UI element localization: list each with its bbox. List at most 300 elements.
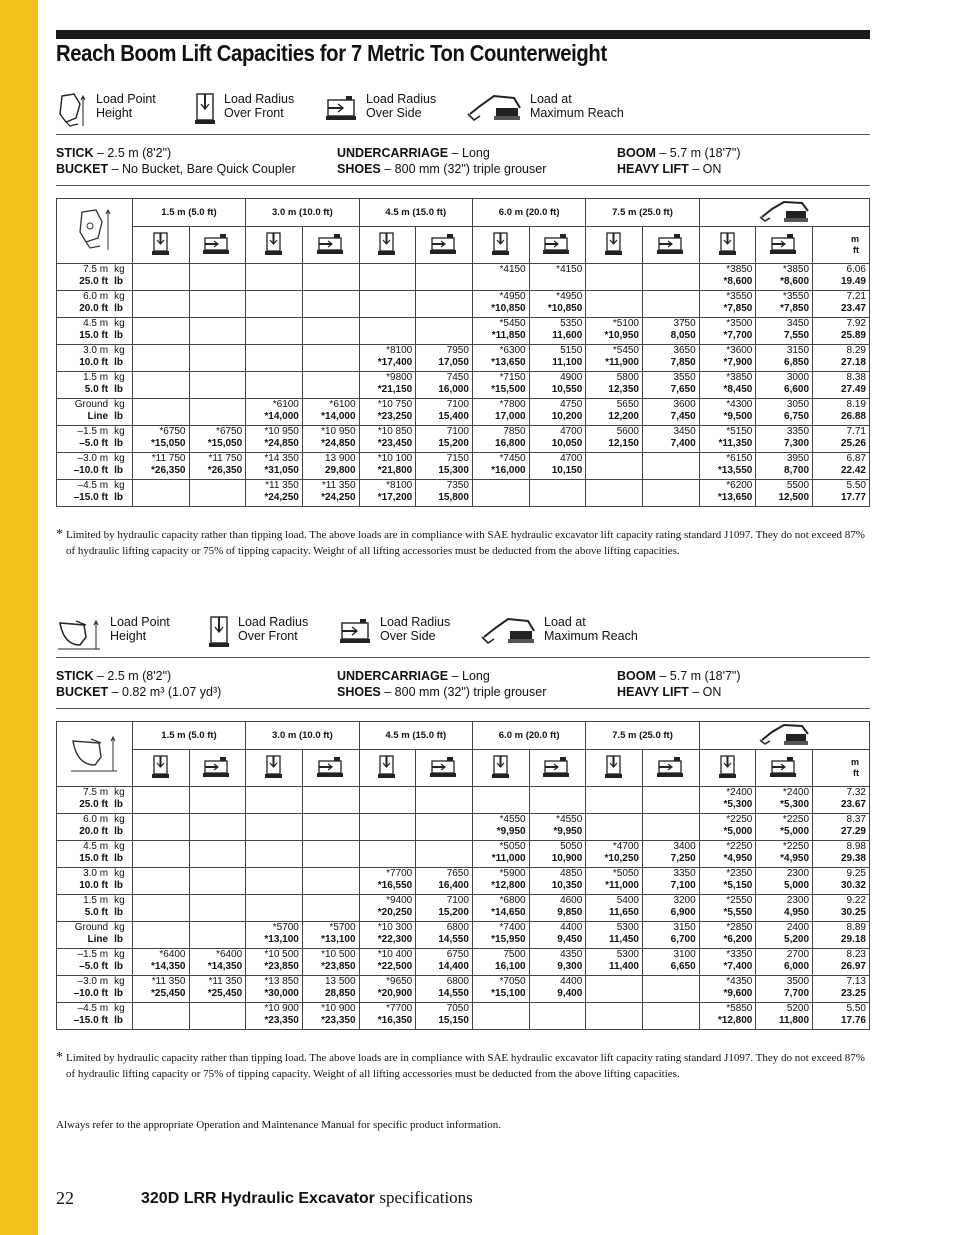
value-lb: *23,850 xyxy=(264,961,299,972)
value-lb: 29.38 xyxy=(840,853,866,864)
value-kg: *4700 xyxy=(612,841,639,852)
value-lb: *11,900 xyxy=(605,357,639,368)
capacity-cell xyxy=(756,787,813,814)
value-lb: 7,850 xyxy=(670,357,696,368)
load-point-height-cell xyxy=(57,480,112,507)
capacity-cell xyxy=(586,264,643,291)
value-lb: 7,550 xyxy=(784,330,810,341)
height-m: Ground xyxy=(74,922,109,933)
unit-cell xyxy=(111,895,132,922)
capacity-cell xyxy=(699,1003,756,1030)
capacity-cell xyxy=(699,345,756,372)
value-kg: *11 750 xyxy=(208,453,243,464)
capacity-cell xyxy=(246,895,303,922)
capacity-cell xyxy=(189,895,246,922)
spec-col-boom-heavy-lift xyxy=(617,668,741,700)
value-lb: *23,450 xyxy=(377,438,413,449)
spec-value: – 0.82 m³ (1.07 yd³) xyxy=(108,685,222,699)
unit-kg: kg xyxy=(114,868,125,879)
capacity-cell xyxy=(643,480,700,507)
capacity-cell xyxy=(302,895,359,922)
spec-boom xyxy=(617,145,741,161)
value-kg: 7.32 xyxy=(846,787,866,798)
value-kg: 7.71 xyxy=(846,426,866,437)
value-lb: 23.67 xyxy=(840,799,866,810)
value-lb: 10,900 xyxy=(551,853,583,864)
value-kg: *10 500 xyxy=(264,949,299,960)
capacity-cell xyxy=(132,949,189,976)
capacity-cell xyxy=(359,841,416,868)
capacity-cell xyxy=(472,345,529,372)
spec-heavy-lift xyxy=(617,161,741,177)
m-ft-header xyxy=(813,750,870,787)
unit-lb: lb xyxy=(114,799,123,810)
value-kg: 3500 xyxy=(786,976,810,987)
value-lb: *13,100 xyxy=(264,934,299,945)
over-side-header xyxy=(643,750,700,787)
value-kg: *7050 xyxy=(499,976,526,987)
load-radius-over-side-icon xyxy=(202,770,232,781)
value-kg: *11 350 xyxy=(321,480,356,491)
max-reach-distance-cell xyxy=(813,814,870,841)
value-kg: *6200 xyxy=(726,480,753,491)
value-kg: *9800 xyxy=(386,372,413,383)
value-kg: *3550 xyxy=(782,291,810,302)
value-lb: 14,550 xyxy=(438,934,469,945)
unit-lb: lb xyxy=(114,330,123,341)
value-lb: 27.29 xyxy=(840,826,866,837)
capacity-cell xyxy=(302,318,359,345)
capacity-cell xyxy=(699,318,756,345)
value-kg: *11 750 xyxy=(151,453,186,464)
value-kg: *6750 xyxy=(159,426,186,437)
unit-m: m xyxy=(850,757,859,767)
unit-lb: lb xyxy=(114,826,123,837)
value-kg: *10 100 xyxy=(377,453,413,464)
value-lb: 11,100 xyxy=(552,357,583,368)
capacity-cell xyxy=(529,868,586,895)
load-point-height-cell xyxy=(57,949,112,976)
over-side-header xyxy=(756,750,813,787)
capacity-cell xyxy=(189,426,246,453)
value-kg: 4750 xyxy=(560,399,583,410)
over-front-header xyxy=(359,750,416,787)
value-kg: *3600 xyxy=(726,345,753,356)
capacity-cell xyxy=(416,841,473,868)
over-front-header xyxy=(132,227,189,264)
value-lb: 11,650 xyxy=(608,907,639,918)
table-body xyxy=(57,199,870,507)
value-kg: 7500 xyxy=(503,949,526,960)
reach-radius-header: 1.5 m (5.0 ft) xyxy=(132,722,245,750)
capacity-cell xyxy=(586,976,643,1003)
capacity-cell xyxy=(472,976,529,1003)
reach-header-row xyxy=(57,199,870,227)
unit-kg: kg xyxy=(114,1003,125,1014)
capacity-cell xyxy=(359,922,416,949)
spec-label: BUCKET xyxy=(56,685,109,699)
capacity-cell xyxy=(756,841,813,868)
legend-item-load-radius-over-side xyxy=(324,92,436,125)
model-footer xyxy=(141,1188,473,1208)
height-ft: –5.0 ft xyxy=(79,961,109,972)
reach-radius-header: 6.0 m (20.0 ft) xyxy=(472,722,585,750)
value-kg: 5800 xyxy=(616,372,639,383)
value-lb: 10,150 xyxy=(551,465,583,476)
load-radius-over-side-icon xyxy=(769,247,799,258)
spec-label: BOOM xyxy=(617,669,656,683)
value-kg: 8.19 xyxy=(846,399,866,410)
value-lb: 10,200 xyxy=(551,411,583,422)
value-kg: *5850 xyxy=(726,1003,753,1014)
value-kg: 5.50 xyxy=(846,480,866,491)
value-lb: *5,300 xyxy=(780,799,810,810)
value-kg: 3400 xyxy=(673,841,696,852)
height-m: 3.0 m xyxy=(83,345,109,356)
table-row xyxy=(57,976,870,1003)
capacity-cell xyxy=(643,814,700,841)
max-reach-header xyxy=(699,722,869,750)
legend-line-1: Load Radius xyxy=(238,615,309,629)
reach-radius-header: 6.0 m (20.0 ft) xyxy=(472,199,585,227)
capacity-cell xyxy=(472,787,529,814)
capacity-cell xyxy=(699,949,756,976)
value-kg: 8.38 xyxy=(846,372,866,383)
value-lb: *17,400 xyxy=(377,357,413,368)
value-kg: 7850 xyxy=(503,426,526,437)
capacity-cell xyxy=(756,372,813,399)
capacity-cell xyxy=(529,372,586,399)
capacity-cell xyxy=(189,814,246,841)
value-kg: *4550 xyxy=(556,814,583,825)
capacity-cell xyxy=(472,841,529,868)
table-row xyxy=(57,949,870,976)
capacity-cell xyxy=(359,814,416,841)
capacity-cell xyxy=(699,787,756,814)
capacity-cell xyxy=(359,976,416,1003)
value-lb: *7,700 xyxy=(723,330,753,341)
unit-lb: lb xyxy=(114,907,123,918)
table-row xyxy=(57,1003,870,1030)
value-kg: *5450 xyxy=(612,345,639,356)
capacity-cell xyxy=(416,814,473,841)
unit-cell xyxy=(111,814,132,841)
capacity-cell xyxy=(756,480,813,507)
value-kg: *3850 xyxy=(782,264,810,275)
capacity-cell xyxy=(416,480,473,507)
value-kg: 5.50 xyxy=(846,1003,866,1014)
value-kg: 4400 xyxy=(560,976,583,987)
value-lb: *13,100 xyxy=(321,934,356,945)
value-lb: *13,550 xyxy=(717,465,753,476)
capacity-cell xyxy=(643,1003,700,1030)
value-lb: 30.25 xyxy=(840,907,866,918)
capacity-cell xyxy=(246,1003,303,1030)
capacity-cell xyxy=(529,895,586,922)
load-radius-over-front-icon xyxy=(208,615,230,652)
capacity-cell xyxy=(643,318,700,345)
unit-kg: kg xyxy=(114,949,125,960)
value-lb: *8,600 xyxy=(780,276,810,287)
capacity-cell xyxy=(302,453,359,480)
over-side-header xyxy=(416,227,473,264)
value-kg: *7150 xyxy=(499,372,526,383)
value-lb: *12,800 xyxy=(717,1015,753,1026)
capacity-cell xyxy=(132,399,189,426)
value-kg: *3500 xyxy=(726,318,753,329)
over-front-header xyxy=(472,227,529,264)
capacity-cell xyxy=(189,1003,246,1030)
value-kg: 3150 xyxy=(786,345,810,356)
value-kg: 6.87 xyxy=(846,453,866,464)
capacity-cell xyxy=(246,480,303,507)
value-lb: *10,850 xyxy=(491,303,526,314)
max-reach-distance-cell xyxy=(813,787,870,814)
value-lb: 23.47 xyxy=(840,303,866,314)
value-kg: *10 900 xyxy=(264,1003,299,1014)
capacity-cell xyxy=(529,264,586,291)
unit-cell xyxy=(111,372,132,399)
over-front-header xyxy=(699,227,756,264)
value-lb: *9,950 xyxy=(553,826,583,837)
capacity-cell xyxy=(756,922,813,949)
spec-col-stick-bucket xyxy=(56,668,221,700)
capacity-cell xyxy=(132,895,189,922)
value-kg: 6.06 xyxy=(846,264,866,275)
capacity-cell xyxy=(586,318,643,345)
load-radius-over-side-icon xyxy=(202,247,232,258)
page-title: Reach Boom Lift Capacities for 7 Metric Ton Counterweight xyxy=(56,40,607,66)
value-kg: *3850 xyxy=(726,264,753,275)
max-reach-distance-cell xyxy=(813,868,870,895)
spec-value: – ON xyxy=(688,685,722,699)
spec-value: – Long xyxy=(448,669,490,683)
capacity-cell xyxy=(416,868,473,895)
max-reach-distance-cell xyxy=(813,318,870,345)
load-radius-over-side-icon xyxy=(542,770,572,781)
value-kg: 3450 xyxy=(786,318,810,329)
unit-cell xyxy=(111,922,132,949)
capacity-cell xyxy=(416,399,473,426)
value-lb: 7,100 xyxy=(670,880,696,891)
capacity-cell xyxy=(416,1003,473,1030)
spec-label: BUCKET xyxy=(56,162,109,176)
spec-value: – 2.5 m (8'2") xyxy=(93,146,172,160)
value-kg: *7450 xyxy=(499,453,526,464)
value-lb: *15,950 xyxy=(491,934,526,945)
capacity-cell xyxy=(472,318,529,345)
value-kg: *13 850 xyxy=(264,976,299,987)
capacity-cell xyxy=(529,1003,586,1030)
value-lb: 16,000 xyxy=(438,384,469,395)
spec-shoes xyxy=(337,161,546,177)
value-kg: 8.29 xyxy=(846,345,866,356)
value-lb: 29.18 xyxy=(840,934,866,945)
over-front-header xyxy=(246,227,303,264)
capacity-cell xyxy=(756,318,813,345)
value-lb: *6,200 xyxy=(723,934,753,945)
capacity-cell xyxy=(302,264,359,291)
over-front-header xyxy=(246,750,303,787)
value-lb: 7,300 xyxy=(784,438,810,449)
load-point-height-cell xyxy=(57,1003,112,1030)
load-radius-over-front-icon xyxy=(605,248,623,259)
value-kg: *7400 xyxy=(499,922,526,933)
capacity-cell xyxy=(359,480,416,507)
value-kg: *2250 xyxy=(726,841,753,852)
capacity-cell xyxy=(699,291,756,318)
load-point-height-cell xyxy=(57,372,112,399)
capacity-cell xyxy=(529,976,586,1003)
value-lb: 15,150 xyxy=(438,1015,469,1026)
value-lb: 5,200 xyxy=(784,934,810,945)
capacity-cell xyxy=(472,1003,529,1030)
capacity-cell xyxy=(246,345,303,372)
capacity-cell xyxy=(359,895,416,922)
unit-lb: lb xyxy=(114,988,123,999)
capacity-cell xyxy=(586,480,643,507)
capacity-cell xyxy=(246,976,303,1003)
capacity-cell xyxy=(246,372,303,399)
value-kg: *4350 xyxy=(726,976,753,987)
capacity-cell xyxy=(699,426,756,453)
max-reach-distance-cell xyxy=(813,399,870,426)
capacity-cell xyxy=(586,291,643,318)
capacity-cell xyxy=(586,922,643,949)
table-row xyxy=(57,922,870,949)
value-kg: 5650 xyxy=(616,399,639,410)
capacity-cell xyxy=(756,345,813,372)
reach-radius-header: 7.5 m (25.0 ft) xyxy=(586,199,699,227)
max-reach-distance-cell xyxy=(813,345,870,372)
value-kg: 7950 xyxy=(446,345,469,356)
value-lb: 6,600 xyxy=(784,384,810,395)
unit-ft: ft xyxy=(853,768,859,778)
value-lb: *16,350 xyxy=(377,1015,413,1026)
value-lb: *15,050 xyxy=(151,438,186,449)
value-kg: 6800 xyxy=(446,922,469,933)
value-kg: 2300 xyxy=(786,868,810,879)
capacity-cell xyxy=(586,1003,643,1030)
value-lb: *13,650 xyxy=(717,492,753,503)
capacity-cell xyxy=(416,895,473,922)
value-lb: 15,200 xyxy=(438,438,469,449)
value-kg: *6150 xyxy=(726,453,753,464)
value-kg: 5400 xyxy=(616,895,639,906)
unit-kg: kg xyxy=(114,976,125,987)
value-lb: *15,500 xyxy=(491,384,526,395)
capacity-cell xyxy=(416,291,473,318)
value-kg: 3950 xyxy=(786,453,810,464)
capacity-cell xyxy=(416,372,473,399)
spec-value: – 2.5 m (8'2") xyxy=(93,669,172,683)
value-lb: *21,800 xyxy=(377,465,413,476)
value-kg: *4150 xyxy=(556,264,583,275)
value-kg: *10 950 xyxy=(321,426,356,437)
value-lb: 5,000 xyxy=(784,880,810,891)
table-row xyxy=(57,345,870,372)
capacity-cell xyxy=(643,868,700,895)
load-radius-over-side-icon xyxy=(338,615,372,648)
value-lb: *16,000 xyxy=(491,465,526,476)
value-kg: 3200 xyxy=(673,895,696,906)
unit-lb: lb xyxy=(114,276,123,287)
capacity-cell xyxy=(643,841,700,868)
capacity-cell xyxy=(359,345,416,372)
legend-line-1: Load Radius xyxy=(366,92,437,106)
value-lb: 6,650 xyxy=(670,961,696,972)
manual-note: Always refer to the appropriate Operation and Maintenance Manual for specific product information. xyxy=(56,1119,502,1131)
load-point-height-cell xyxy=(57,345,112,372)
table-row xyxy=(57,318,870,345)
value-lb: *12,800 xyxy=(491,880,526,891)
height-m: 7.5 m xyxy=(83,787,109,798)
capacity-cell xyxy=(472,814,529,841)
value-lb: *14,350 xyxy=(151,961,186,972)
value-kg: *2550 xyxy=(726,895,753,906)
over-front-header xyxy=(699,750,756,787)
legend-item-load-radius-over-front xyxy=(194,92,294,129)
value-kg: 4600 xyxy=(560,895,583,906)
value-lb: 12,500 xyxy=(778,492,810,503)
capacity-cell xyxy=(643,399,700,426)
value-lb: 17.76 xyxy=(840,1015,866,1026)
lift-capacity-table xyxy=(56,721,870,1030)
value-lb: *9,600 xyxy=(723,988,753,999)
height-ft: –10.0 ft xyxy=(73,988,109,999)
value-lb: 12,200 xyxy=(608,411,639,422)
max-reach-distance-cell xyxy=(813,291,870,318)
value-kg: 3100 xyxy=(673,949,696,960)
height-m: –3.0 m xyxy=(77,976,109,987)
spec-bucket xyxy=(56,161,296,177)
capacity-cell xyxy=(189,372,246,399)
value-kg: *2250 xyxy=(782,841,810,852)
capacity-cell xyxy=(416,949,473,976)
load-radius-over-front-icon xyxy=(605,771,623,782)
height-ft: –10.0 ft xyxy=(73,465,109,476)
spec-boom xyxy=(617,668,741,684)
height-m: –3.0 m xyxy=(77,453,109,464)
value-kg: 8.23 xyxy=(846,949,866,960)
capacity-cell xyxy=(643,922,700,949)
value-kg: *6400 xyxy=(159,949,186,960)
value-kg: *5050 xyxy=(612,868,639,879)
capacity-cell xyxy=(529,345,586,372)
value-kg: *10 400 xyxy=(377,949,413,960)
over-side-header xyxy=(189,227,246,264)
legend-item-load-at-maximum-reach xyxy=(466,92,624,125)
capacity-cell xyxy=(699,480,756,507)
value-lb: *10,250 xyxy=(604,853,639,864)
capacity-cell xyxy=(132,291,189,318)
height-ft: –15.0 ft xyxy=(73,492,109,503)
capacity-cell xyxy=(699,372,756,399)
capacity-cell xyxy=(416,345,473,372)
value-lb: *7,900 xyxy=(723,357,753,368)
capacity-cell xyxy=(246,949,303,976)
capacity-cell xyxy=(359,453,416,480)
value-kg: *3550 xyxy=(726,291,753,302)
capacity-cell xyxy=(643,787,700,814)
capacity-cell xyxy=(529,787,586,814)
table-row xyxy=(57,453,870,480)
unit-lb: lb xyxy=(114,961,123,972)
value-lb: 7,700 xyxy=(784,988,810,999)
value-kg: 7650 xyxy=(446,868,469,879)
value-kg: 5050 xyxy=(560,841,583,852)
reach-radius-header: 4.5 m (15.0 ft) xyxy=(359,722,472,750)
